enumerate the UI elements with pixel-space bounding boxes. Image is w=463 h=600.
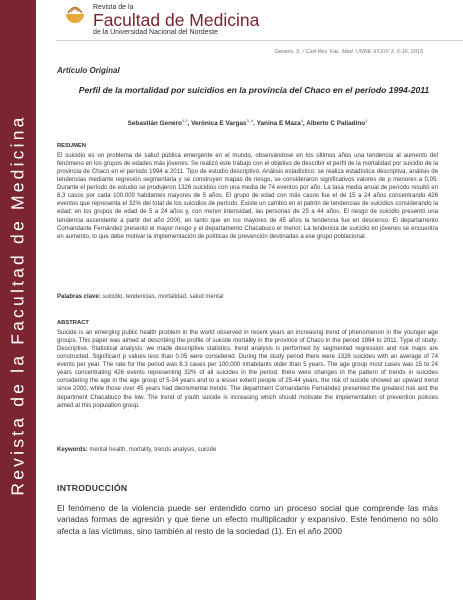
author-name: Sebastián Genero <box>127 120 182 128</box>
keywords-text: mental health, mortality, trends analysis, suicide <box>89 447 217 453</box>
resumen-heading: RESUMEN <box>57 143 86 149</box>
palabras-clave-text: suicidio, tendencias, mortalidad, salud mental <box>102 294 224 300</box>
keywords <box>57 447 438 453</box>
university-logo-icon <box>64 2 86 24</box>
author-affiliation: 4 <box>300 118 303 123</box>
article-title: Perfil de la mortalidad por suicidios en la provincia del Chaco en el período 1994-2011 <box>78 85 430 95</box>
introduction-text: El fenómeno de la violencia puede ser entendido como un proceso social que comprende las más variadas formas de agresión y que tiene un efecto multiplicador y expansivo. Este fenómeno no sólo afecta a las víctimas, sino también al resto de la sociedad (1). En el año 2000 <box>57 503 438 536</box>
author-affiliation: 1 <box>365 118 368 123</box>
journal-prefix: Revista de la <box>93 4 134 11</box>
author-affiliation: 1,2 <box>181 118 188 123</box>
abstract-heading: ABSTRACT <box>57 320 89 326</box>
introduction-heading: INTRODUCCIÓN <box>57 483 128 493</box>
abstract-text: Suicide is an emerging public health problem in the world observed in recent years an increasing trend of phenomenon in the younger age groups. This paper was aimed at describing the profile of suicide mortality in the province of Chaco in the period 1994 to 2011. Type of study: Descriptive. Statistical analysis: we made descriptive statistics, trend analysis is performed by segmented regression and risk maps are constructed. Significant p values less than 0.05 were considered. During the study period there were 1326 suicides with an average of 74 events per year. The rate for the period was 8.3 cases per 100,000 inhabitants older than 5 years. The age group most cases was 15 to 24 years concentrating 426 events representing 32% of all suicides in the period. there were changes in the pattern of trends in suicides considering the age in the age group of 5-24 years and to a lesser extent people of 25-44 years, the risk of suicide showed an upward trend since 2000, while those over 45 years had decremental trends. The department Comandante Fernández presented the greatest risk and the department Chacabuco the low. The trend of youth suicide is increasing which should motivate the implementation of prevention policies aimed at this population group. <box>57 330 438 409</box>
palabras-clave <box>57 294 438 300</box>
author-name: Yanina E Maza <box>256 120 301 128</box>
author-affiliation: 3, 4 <box>246 118 254 123</box>
palabras-clave-label: Palabras clave: <box>57 294 101 300</box>
header-divider <box>56 40 463 41</box>
citation: Genero, S. / Cad Rev. Fac. Med. UNNE XXXIV 3, 6-16, 2015 <box>274 49 423 55</box>
journal-name: Facultad de Medicina <box>93 10 260 30</box>
author-name: Alberto C Palladino <box>306 120 366 128</box>
sidebar-journal-title: Revista de la Facultad de Medicina <box>7 114 28 496</box>
author-list: Sebastián Genero$^{1,2}$, Verónica E Vargas$^{3, 4}$, Yanina E Maza$^4$, Alberto C Palladino$^1$ <box>127 118 368 128</box>
keywords-label: Keywords: <box>57 447 88 453</box>
journal-university: de la Universidad Nacional del Nordeste <box>93 29 218 36</box>
author-name: Verónica E Vargas <box>191 120 247 128</box>
article-type-label: Artículo Original <box>57 66 120 75</box>
resumen-text: El suicidio es un problema de salud pública emergente en el mundo, observándose en los últimos años una tendencia al aumento del fenómeno en los grupos de edades más jóvenes. Se realizó este trabajo con el objetivo de describir el perfil de la mortalidad por suicidio de la provincia de Chaco en el período 1994 a 2011. Tipo de estudio descriptivo. Análisis estadístico: se realiza estadística descriptiva, análisis de tendencias mediante regresión segmentaria y se construyen mapas de riesgo, se consideraron significativos valores de p menores a 0,05. Durante el período de estudio se produjeron 1326 suicidios con una media de 74 eventos por año. La tasa media anual de período resultó en 8,3 casos por cada 100.000 habitantes mayores de 5 años. El grupo de edad con más casos fue el de 15 a 24 años concentrando 426 eventos que representa el 32% del total de los suicidios de período. Existe un cambio en el patrón de tendencias de suicidios considerando la edad: en los grupos de edad de 5 a 24 años y, con menor intensidad, las personas de 25 a 44 años. El riesgo de suicidio presentó una tendencia ascendente a partir del año 2000, en tanto que en los mayores de 45 años la tendencia fue en descenso. El departamento Comandante Fernández presentó el mayor riesgo y el departamento Chacabuco el menor. La tendencia de suicidio en jóvenes se encuentra en aumento, lo que debe motivar la implementación de políticas de prevención destinadas a ese grupo poblacional. <box>57 153 438 240</box>
journal-sidebar <box>0 0 36 600</box>
